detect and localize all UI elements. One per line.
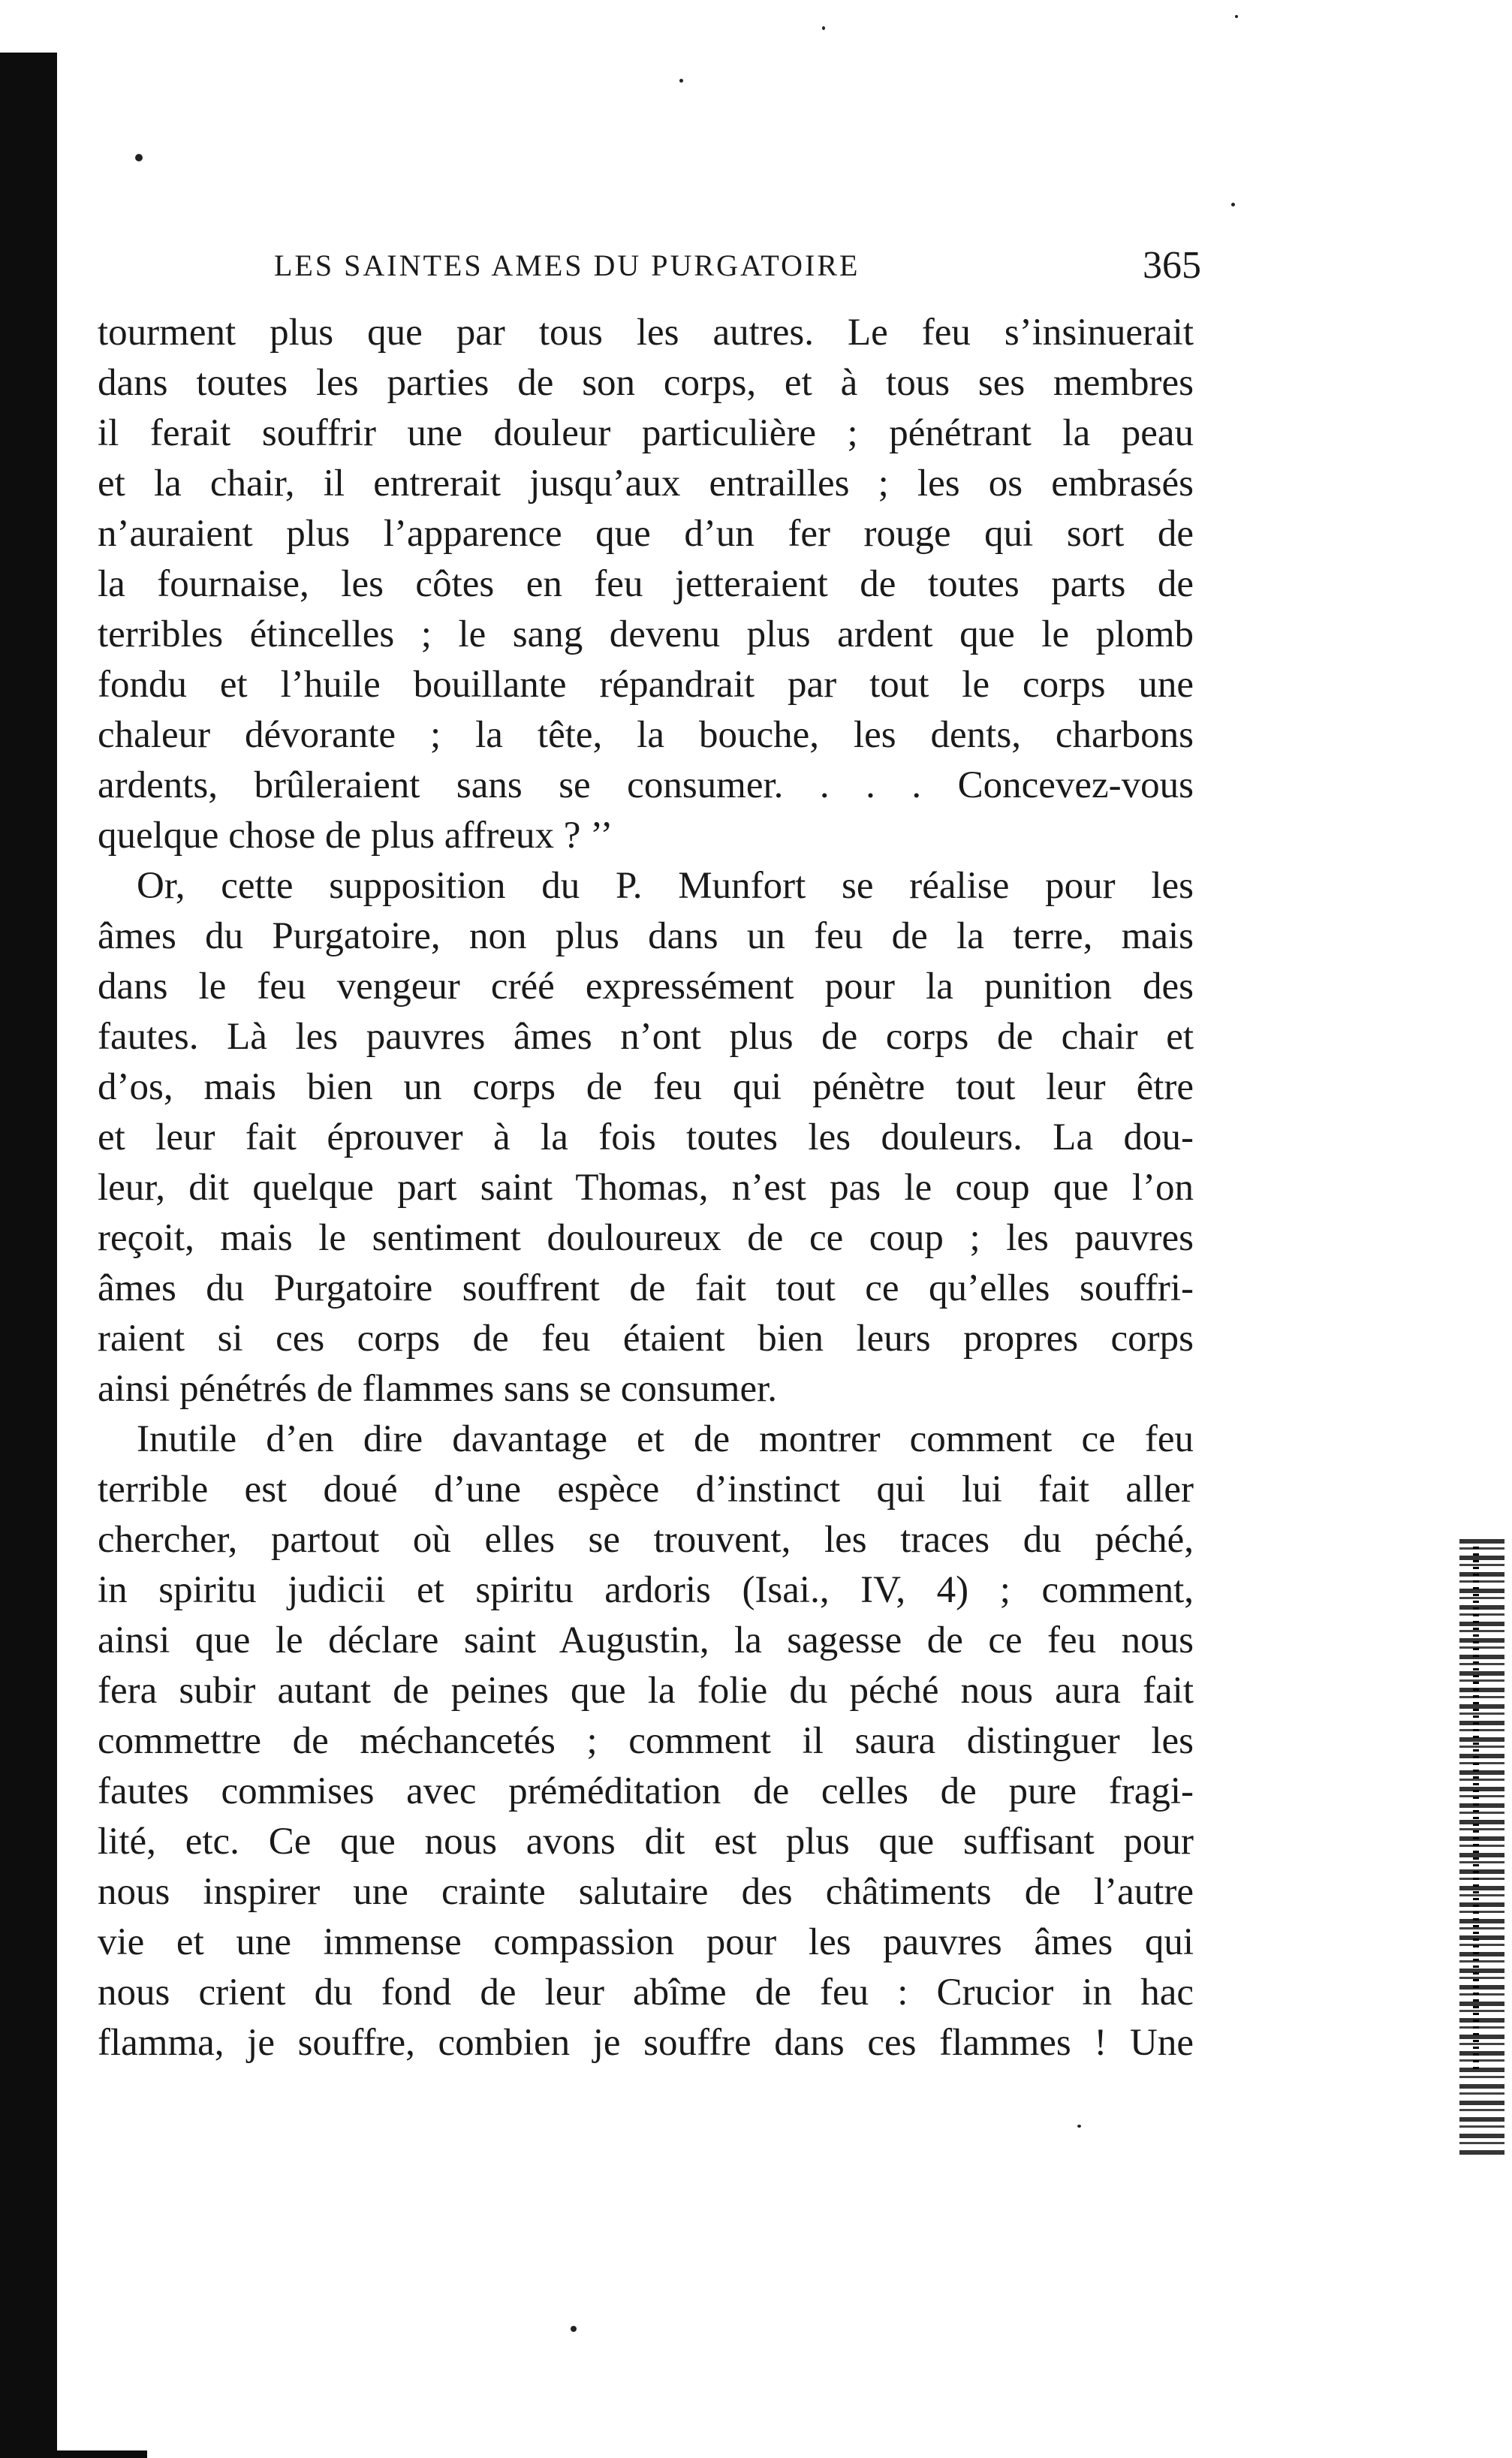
scan-speck bbox=[571, 2326, 577, 2332]
scan-margin-bar bbox=[0, 53, 57, 2458]
scan-speck bbox=[1077, 2125, 1081, 2128]
text-line: Or, cette supposition du P. Munfort se réalise pour les bbox=[137, 865, 1194, 907]
text-line: leur, dit quelque part saint Thomas, n’est pas le coup que l’on bbox=[98, 1167, 1194, 1209]
text-line: lité, etc. Ce que nous avons dit est plus que suffisant pour bbox=[98, 1821, 1194, 1863]
text-line: la fournaise, les côtes en feu jetteraient de toutes parts de bbox=[98, 563, 1194, 605]
text-line: quelque chose de plus affreux ? ’’ bbox=[98, 815, 613, 857]
text-line: ainsi que le déclare saint Augustin, la sagesse de ce feu nous bbox=[98, 1619, 1194, 1661]
text-line: et la chair, il entrerait jusqu’aux entrailles ; les os embrasés bbox=[98, 462, 1194, 505]
scan-speck bbox=[135, 154, 143, 161]
text-line: reçoit, mais le sentiment douloureux de ce coup ; les pauvres bbox=[98, 1217, 1194, 1259]
book-page bbox=[98, 244, 1201, 2068]
text-line: âmes du Purgatoire, non plus dans un feu de la terre, mais bbox=[98, 915, 1194, 957]
text-line: tourment plus que par tous les autres. Le feu s’insinuerait bbox=[98, 312, 1194, 354]
scan-speck bbox=[1231, 203, 1235, 206]
scan-speck bbox=[822, 26, 825, 30]
text-line: fera subir autant de peines que la folie du péché nous aura fait bbox=[98, 1670, 1194, 1712]
scan-margin-foot bbox=[57, 2450, 147, 2458]
scan-speck bbox=[679, 79, 683, 83]
text-line: il ferait souffrir une douleur particulière ; pénétrant la peau bbox=[98, 412, 1194, 454]
body-text bbox=[98, 308, 1194, 2068]
text-line: commettre de méchancetés ; comment il saura distinguer les bbox=[98, 1720, 1194, 1762]
running-header bbox=[98, 244, 1201, 308]
text-line: fondu et l’huile bouillante répandrait par tout le corps une bbox=[98, 664, 1194, 706]
scan-edge-noise-strip bbox=[1473, 1547, 1479, 2072]
page-number: 365 bbox=[1143, 244, 1201, 287]
text-line: in spiritu judicii et spiritu ardoris (Isai., IV, 4) ; comment, bbox=[98, 1569, 1194, 1611]
text-line: fautes commises avec préméditation de celles de pure fragi- bbox=[98, 1770, 1194, 1812]
text-line: et leur fait éprouver à la fois toutes les douleurs. La dou- bbox=[98, 1116, 1194, 1158]
text-line: nous crient du fond de leur abîme de feu : Crucior in hac bbox=[98, 1972, 1194, 2014]
text-line: nous inspirer une crainte salutaire des châtiments de l’autre bbox=[98, 1871, 1194, 1913]
text-line: n’auraient plus l’apparence que d’un fer rouge qui sort de bbox=[98, 513, 1194, 555]
text-line: dans le feu vengeur créé expressément pour la punition des bbox=[98, 965, 1194, 1008]
text-line: âmes du Purgatoire souffrent de fait tout ce qu’elles souffri- bbox=[98, 1267, 1194, 1309]
text-line: ardents, brûleraient sans se consumer. . . . Concevez-vous bbox=[98, 764, 1194, 806]
text-line: terribles étincelles ; le sang devenu plus ardent que le plomb bbox=[98, 613, 1194, 655]
text-line: ainsi pénétrés de flammes sans se consumer. bbox=[98, 1368, 778, 1410]
text-line: dans toutes les parties de son corps, et à tous ses membres bbox=[98, 362, 1194, 404]
text-line: raient si ces corps de feu étaient bien leurs propres corps bbox=[98, 1318, 1194, 1360]
text-line: fautes. Là les pauvres âmes n’ont plus de corps de chair et bbox=[98, 1016, 1194, 1058]
text-line: chercher, partout où elles se trouvent, les traces du péché, bbox=[98, 1519, 1194, 1561]
text-line: chaleur dévorante ; la tête, la bouche, les dents, charbons bbox=[98, 714, 1194, 756]
text-line: d’os, mais bien un corps de feu qui pénètre tout leur être bbox=[98, 1066, 1194, 1108]
running-title: LES SAINTES AMES DU PURGATOIRE bbox=[274, 249, 860, 282]
text-line: flamma, je souffre, combien je souffre dans ces flammes ! Une bbox=[98, 2022, 1194, 2064]
text-line: terrible est doué d’une espèce d’instinct qui lui fait aller bbox=[98, 1468, 1194, 1511]
text-line: Inutile d’en dire davantage et de montrer comment ce feu bbox=[137, 1418, 1194, 1460]
scan-edge-noise bbox=[1459, 1539, 1504, 2155]
text-line: vie et une immense compassion pour les pauvres âmes qui bbox=[98, 1921, 1194, 1963]
scan-speck bbox=[1235, 15, 1238, 18]
